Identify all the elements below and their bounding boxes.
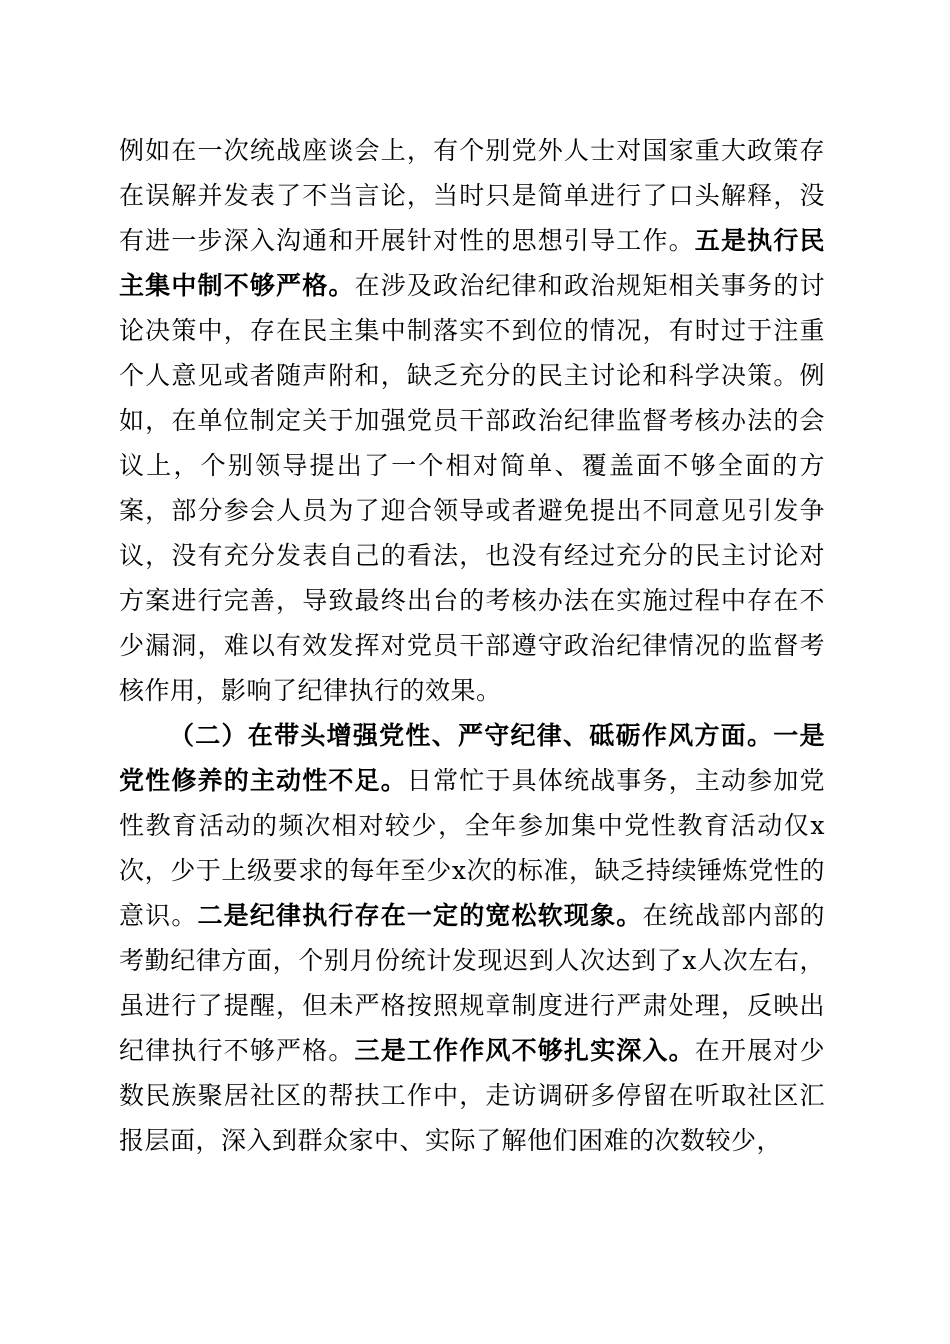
paragraph-text: 在统战部内部的考勤纪律方面，个别月份统计发现迟到人次达到了x人次左右，虽进行了提醒，但未严格按照规章制度进行严肃处理，反映出纪律执行不够严格。 bbox=[119, 901, 825, 1065]
paragraph-section-two bbox=[119, 713, 825, 1163]
paragraph-five-democratic-centralism bbox=[119, 128, 825, 713]
paragraph-text: 例如在一次统战座谈会上，有个别党外人士对国家重大政策存在误解并发表了不当言论，当时只是简单进行了口头解释，没有进一步深入沟通和开展针对性的思想引导工作。 bbox=[119, 136, 825, 255]
document-body bbox=[119, 128, 825, 1163]
paragraph-text: 在涉及政治纪律和政治规矩相关事务的讨论决策中，存在民主集中制落实不到位的情况，有时过于注重个人意见或者随声附和，缺乏充分的民主讨论和科学决策。例如，在单位制定关于加强党员干部政治纪律监督考核办法的会议上，个别领导提出了一个相对简单、覆盖面不够全面的方案，部分参会人员为了迎合领导或者避免提出不同意见引发争议，没有充分发表自己的看法，也没有经过充分的民主讨论对方案进行完善，导致最终出台的考核办法在实施过程中存在不少漏洞，难以有效发挥对党员干部遵守政治纪律情况的监督考核作用，影响了纪律执行的效果。 bbox=[119, 271, 825, 705]
paragraph-text: 在开展对少数民族聚居社区的帮扶工作中，走访调研多停留在听取社区汇报层面，深入到群众家中、实际了解他们困难的次数较少， bbox=[119, 1036, 825, 1155]
paragraph-text: 日常忙于具体统战事务，主动参加党性教育活动的频次相对较少，全年参加集中党性教育活动仅x次，少于上级要求的每年至少x次的标准，缺乏持续锤炼党性的意识。 bbox=[119, 766, 825, 930]
heading-two-discipline: 二是纪律执行存在一定的宽松软现象。 bbox=[197, 901, 643, 930]
heading-five-democratic-centralism: 五是执行民主集中制不够严格。 bbox=[119, 226, 825, 300]
section-two-heading: （二）在带头增强党性、严守纪律、砥砺作风方面。一是党性修养的主动性不足。 bbox=[119, 721, 825, 795]
heading-three-work-style: 三是工作作风不够扎实深入。 bbox=[354, 1036, 695, 1065]
